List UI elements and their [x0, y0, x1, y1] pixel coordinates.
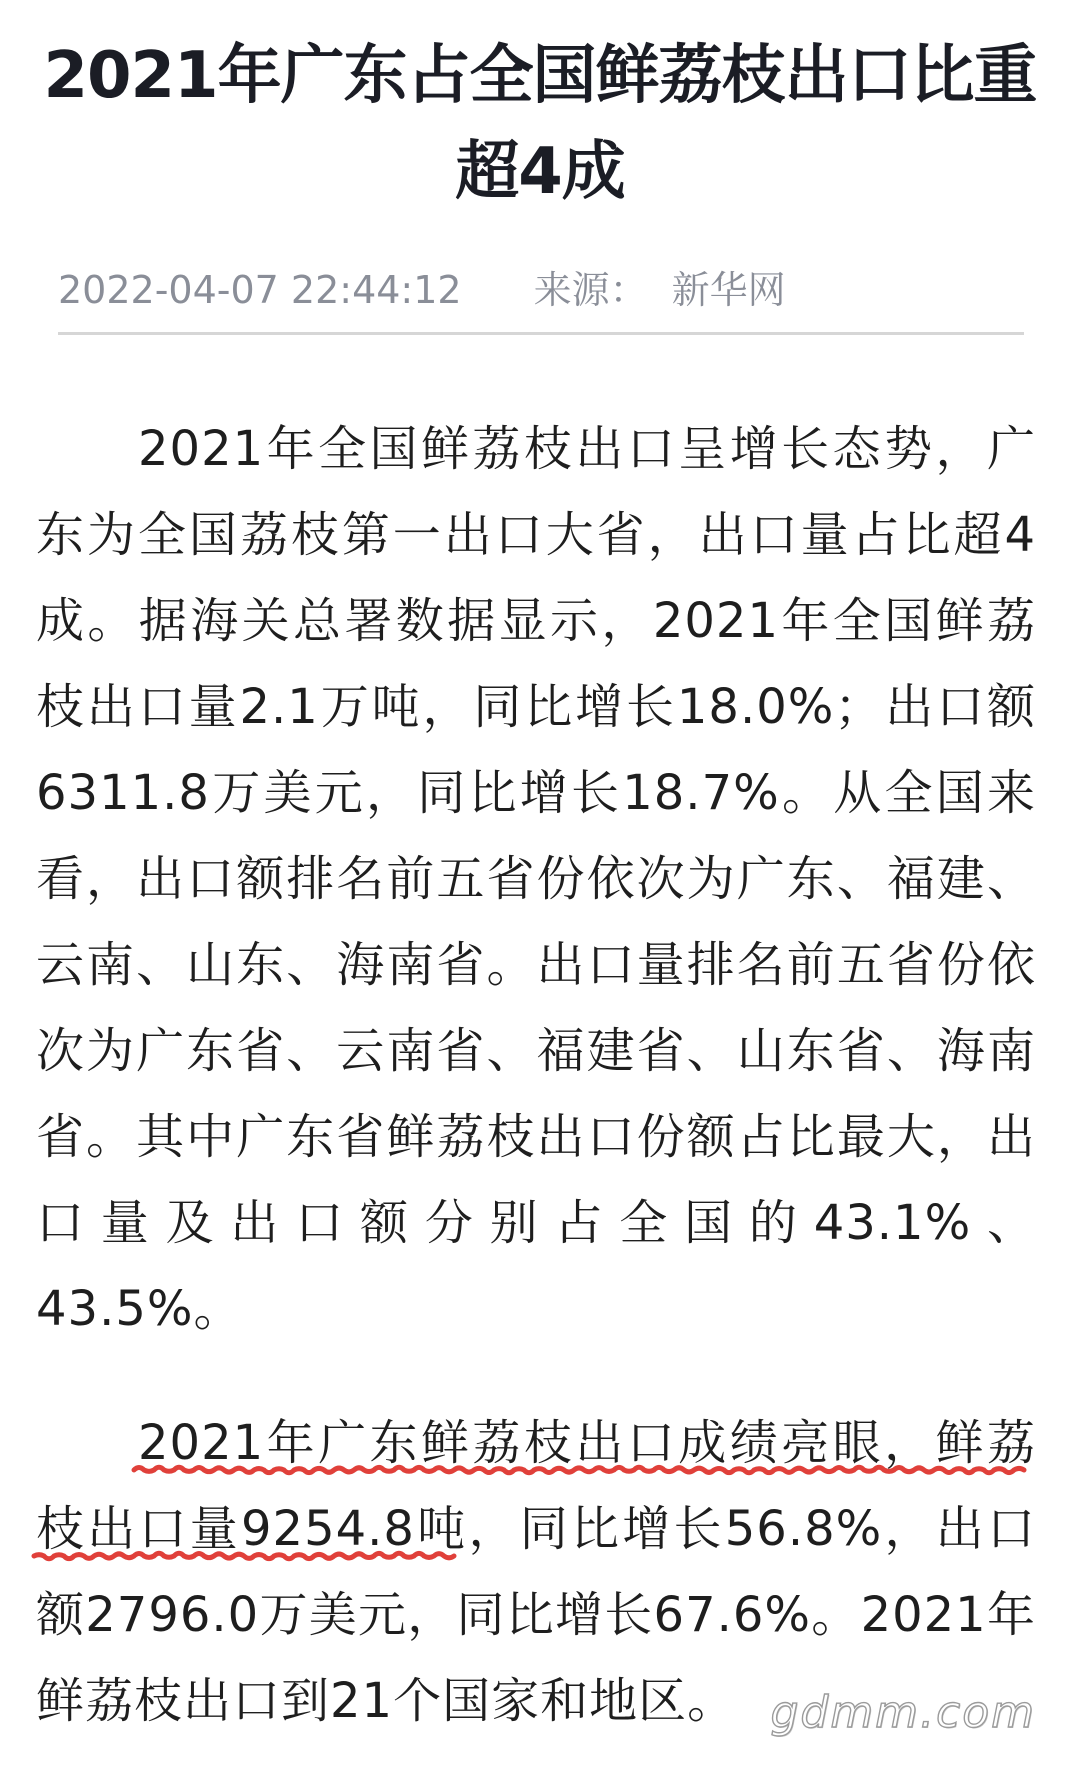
publish-datetime: 2022-04-07 22:44:12 [58, 268, 462, 312]
site-watermark: gdmm.com [770, 1687, 1036, 1738]
article-title: 2021年广东占全国鲜荔枝出口比重超4成 [43, 39, 1037, 209]
paragraph-2: 2021年广东鲜荔枝出口成绩亮眼，鲜荔枝出口量9254.8吨，同比增长56.8%，出口额2796.0万美元，同比增长67.6%。2021年鲜荔枝出口到21个国家和地区。 [36, 1415, 1036, 1729]
source-name: 新华网 [671, 268, 786, 312]
meta-divider [58, 332, 1024, 335]
source-label: 来源： [533, 268, 648, 312]
paragraph-1: 2021年全国鲜荔枝出口呈增长态势，广东为全国荔枝第一出口大省，出口量占比超4成。据海关总署数据显示，2021年全国鲜荔枝出口量2.1万吨，同比增长18.0%；出口额6311.8万美元，同比增长18.7%。从全国来看，出口额排名前五省份依次为广东、福建、云南、山东、海南省。出口量排名前五省份依次为广东省、云南省、福建省、山东省、海南省。其中广东省鲜荔枝出口份额占比最大，出口量及出口额分别占全国的43.1%、43.5%。 [36, 421, 1036, 1337]
article-meta [58, 260, 1018, 320]
